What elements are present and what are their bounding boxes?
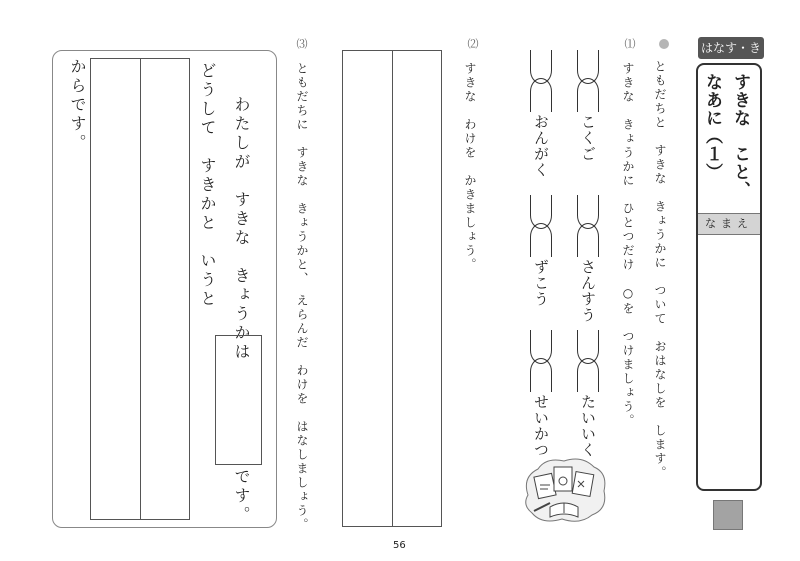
score-box [713,500,743,530]
q2-text: すきな わけを かきましょう。 [463,62,477,272]
q3-line-2: どうして すきかと いうと [198,62,217,309]
option-label: ずこう [532,259,550,307]
q3-text: ともだちに すきな きょうかと、 えらんだ わけを はなしましょう。 [295,62,309,532]
option-ongaku[interactable] [530,50,552,178]
paren-close [530,78,552,112]
title-line-1: すきな こと、 [730,73,750,199]
option-kokugo[interactable] [577,50,599,162]
q3-line-1-end: です。 [232,468,251,525]
option-seikatsu[interactable] [530,330,552,458]
section-tag: はなす・きく [698,37,764,59]
paren-close [577,223,599,257]
paren-close [530,358,552,392]
bullet-icon [659,39,669,49]
paren-close [577,358,599,392]
q2-writing-box[interactable] [342,50,442,527]
worksheet-title [698,73,754,199]
option-label: おんがく [532,114,550,178]
page-number: 56 [393,540,406,551]
q3-number: ⑶ [295,38,308,49]
option-label: たいいく [579,394,597,458]
option-label: せいかつ [532,394,550,458]
title-panel [696,63,762,491]
option-zukou[interactable] [530,195,552,307]
paren-close [530,223,552,257]
q1-number: ⑴ [623,38,636,49]
paren-close [577,78,599,112]
q1-text: すきな きょうかに ひとつだけ ○を つけましょう。 [621,62,635,428]
name-label: なまえ [698,213,760,235]
title-line-2: なあに（１） [702,73,722,181]
q2-number: ⑵ [466,38,479,49]
books-illustration-icon [520,455,608,527]
option-taiiku[interactable] [577,330,599,458]
q3-writing-lines[interactable] [90,58,190,520]
option-sansu[interactable] [577,195,599,323]
q3-line-1: わたしが すきな きょうかは [232,96,251,362]
q3-closing: からです。 [68,58,87,153]
option-label: さんすう [579,259,597,323]
q3-subject-blank[interactable] [215,335,262,465]
instruction-text: ともだちと すきな きょうかに ついて おはなしを します。 [653,60,667,480]
option-label: こくご [579,114,597,162]
